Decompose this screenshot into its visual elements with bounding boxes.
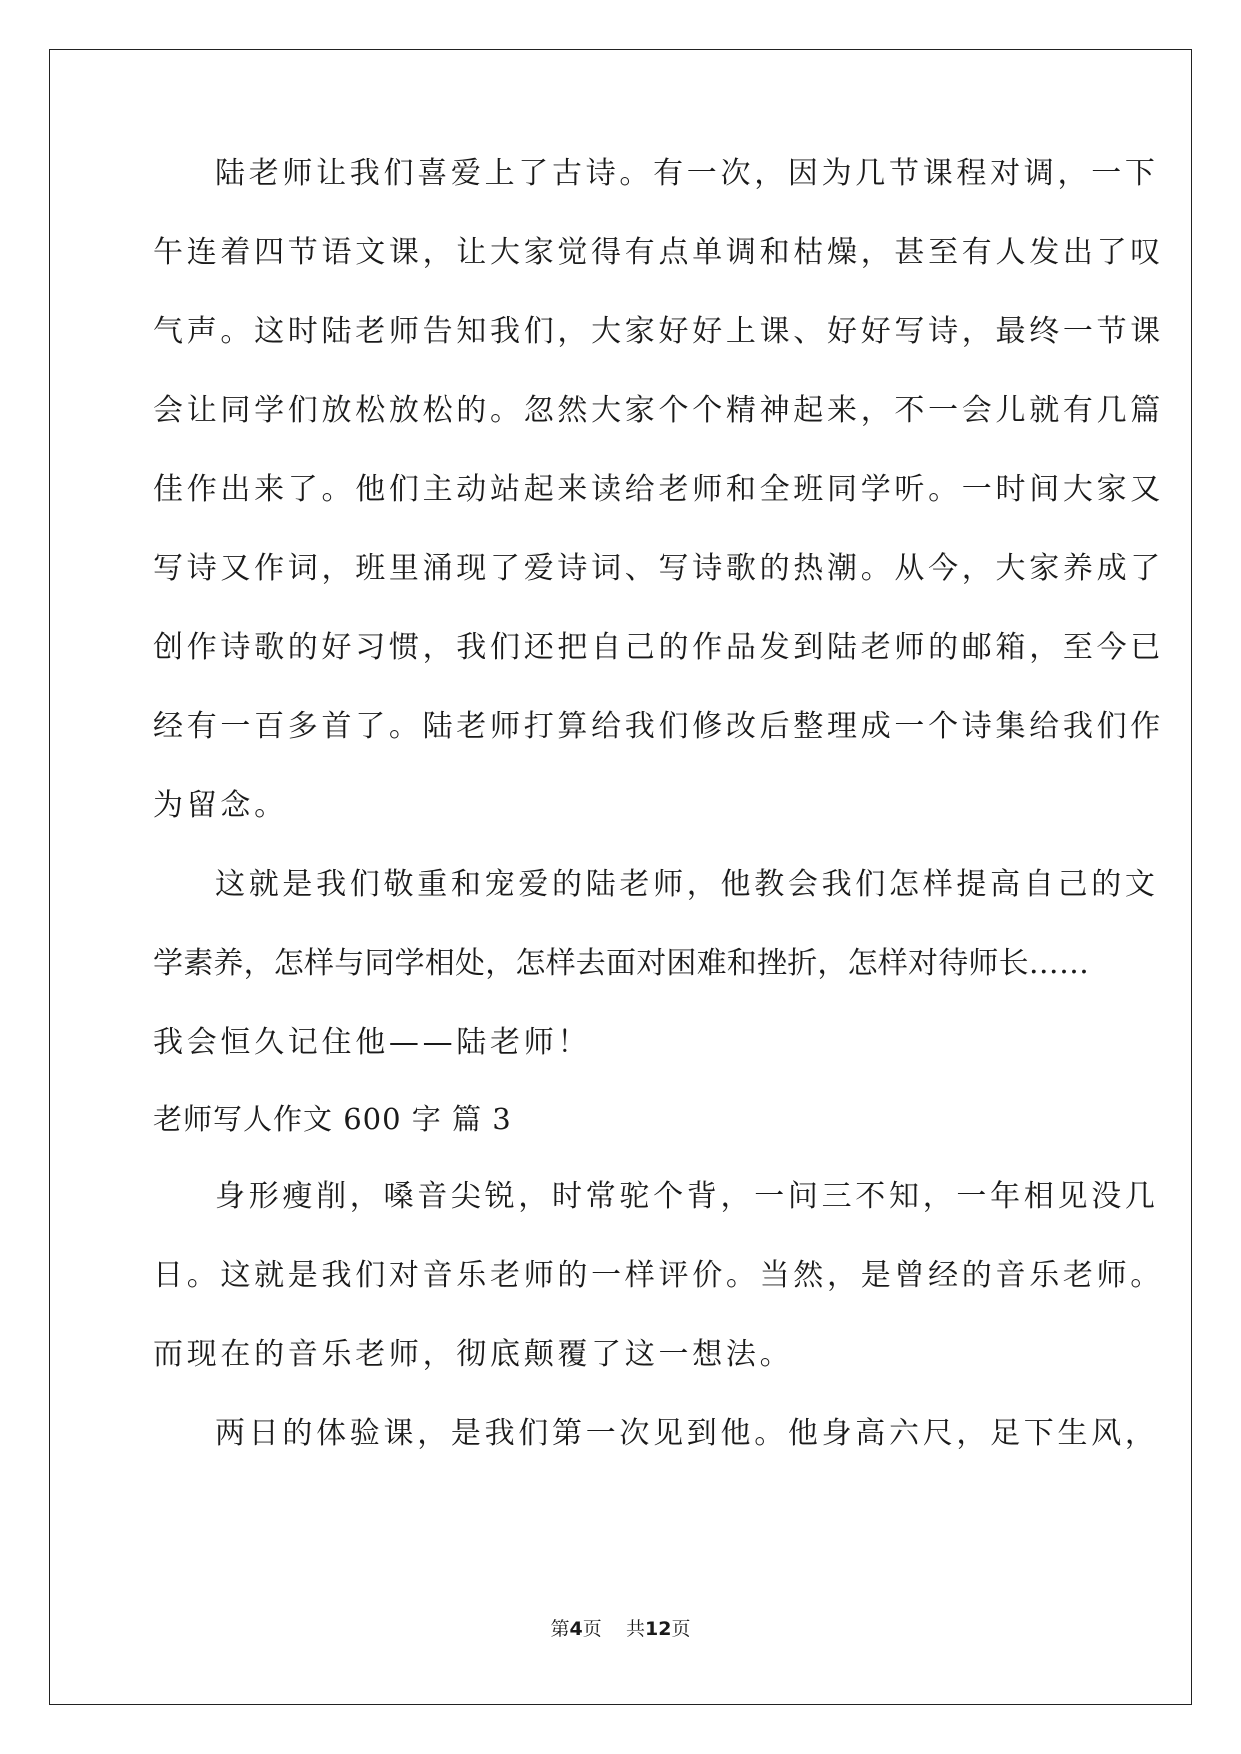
- section-heading: 老师写人作文 600 字 篇 3: [153, 1102, 512, 1136]
- body-text-line: 这就是我们敬重和宠爱的陆老师，他教会我们怎样提高自己的文: [215, 867, 1159, 902]
- footer-page-prefix: 第: [550, 1618, 570, 1640]
- footer-total-prefix: 共: [625, 1618, 645, 1640]
- body-text-line: 创作诗歌的好习惯，我们还把自己的作品发到陆老师的邮箱，至今已: [153, 630, 1164, 665]
- body-text-line: 两日的体验课，是我们第一次见到他。他身高六尺，足下生风，: [215, 1416, 1159, 1451]
- body-text-line: 身形瘦削，嗓音尖锐，时常驼个背，一问三不知，一年相见没几: [215, 1179, 1159, 1214]
- body-text-line: 会让同学们放松放松的。忽然大家个个精神起来，不一会儿就有几篇: [153, 393, 1164, 428]
- footer-page-mid: 页: [582, 1618, 602, 1640]
- footer-total-suffix: 页: [671, 1618, 691, 1640]
- body-text-line: 午连着四节语文课，让大家觉得有点单调和枯燥，甚至有人发出了叹: [153, 235, 1164, 270]
- body-text-line: 为留念。: [153, 788, 288, 823]
- body-text-line: 写诗又作词，班里涌现了爱诗词、写诗歌的热潮。从今，大家养成了: [153, 551, 1164, 586]
- body-text-line: 我会恒久记住他——陆老师！: [153, 1025, 592, 1060]
- page-footer: [0, 1617, 1241, 1641]
- body-text-line: 气声。这时陆老师告知我们，大家好好上课、好好写诗，最终一节课: [153, 314, 1164, 349]
- body-text-line: 陆老师让我们喜爱上了古诗。有一次，因为几节课程对调，一下: [215, 156, 1159, 191]
- footer-page-number: 4: [569, 1618, 583, 1640]
- body-text-line: 日。这就是我们对音乐老师的一样评价。当然，是曾经的音乐老师。: [153, 1258, 1164, 1293]
- body-text-line: 佳作出来了。他们主动站起来读给老师和全班同学听。一时间大家又: [153, 472, 1164, 507]
- body-text-line: 学素养，怎样与同学相处，怎样去面对困难和挫折，怎样对待师长……: [153, 946, 1090, 981]
- body-text-line: 经有一百多首了。陆老师打算给我们修改后整理成一个诗集给我们作: [153, 709, 1164, 744]
- body-text-line: 而现在的音乐老师，彻底颠覆了这一想法。: [153, 1337, 794, 1372]
- footer-total-pages: 12: [644, 1618, 672, 1640]
